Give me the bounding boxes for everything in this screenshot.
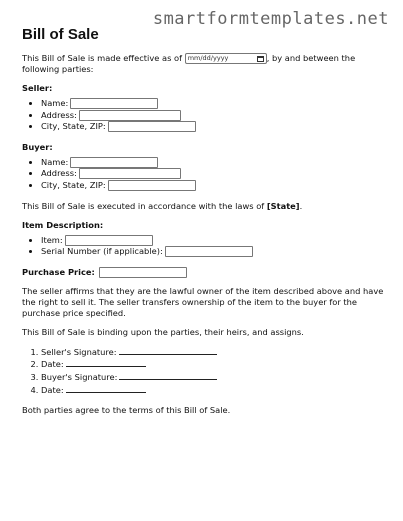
state-placeholder: [State] bbox=[266, 200, 300, 211]
intro-text-after: , by and between the following parties: bbox=[22, 53, 356, 74]
intro-paragraph bbox=[22, 53, 384, 75]
buyer-signature-label: Buyer's Signature: bbox=[41, 371, 118, 382]
affirmation-paragraph: The seller affirms that they are the lawful owner of the item described above and have the right to sell it. The seller transfers ownership of the item to the buyer for the purchase price specified. bbox=[22, 285, 384, 318]
buyer-name-field[interactable] bbox=[70, 157, 158, 168]
buyer-signature-row bbox=[41, 371, 384, 384]
buyer-city-label: City, State, ZIP: bbox=[41, 179, 106, 190]
purchase-price-heading: Purchase Price: bbox=[22, 266, 95, 277]
buyer-city-field[interactable] bbox=[108, 180, 196, 191]
buyer-address-label: Address: bbox=[41, 168, 77, 179]
effective-date-input[interactable] bbox=[185, 53, 267, 64]
seller-fields bbox=[22, 98, 384, 133]
serial-number-field[interactable] bbox=[165, 246, 253, 257]
buyer-date-label: Date: bbox=[41, 384, 64, 395]
buyer-date-line[interactable] bbox=[66, 384, 146, 393]
serial-number-label: Serial Number (if applicable): bbox=[41, 246, 163, 257]
item-field[interactable] bbox=[65, 235, 153, 246]
seller-date-row bbox=[41, 358, 384, 371]
seller-heading: Seller: bbox=[22, 83, 53, 93]
buyer-fields bbox=[22, 157, 384, 192]
item-description-heading: Item Description: bbox=[22, 219, 104, 230]
seller-address-row bbox=[41, 110, 384, 122]
serial-number-row bbox=[41, 246, 384, 258]
seller-name-field[interactable] bbox=[70, 98, 158, 109]
date-placeholder: mm/dd/yyyy bbox=[187, 54, 229, 62]
seller-name-label: Name: bbox=[41, 98, 69, 108]
site-watermark: smartformtemplates.net bbox=[152, 9, 389, 29]
seller-city-label: City, State, ZIP: bbox=[41, 121, 106, 132]
law-period: . bbox=[299, 200, 303, 211]
seller-signature-label: Seller's Signature: bbox=[41, 346, 117, 357]
seller-city-field[interactable] bbox=[108, 121, 196, 132]
buyer-date-row bbox=[41, 384, 384, 397]
signature-list bbox=[22, 346, 384, 396]
binding-paragraph: This Bill of Sale is binding upon the parties, their heirs, and assigns. bbox=[22, 326, 304, 337]
seller-signature-line[interactable] bbox=[119, 346, 217, 355]
seller-date-label: Date: bbox=[41, 359, 64, 370]
item-row bbox=[41, 235, 384, 247]
intro-text: This Bill of Sale is made effective as of bbox=[22, 53, 183, 63]
buyer-city-row bbox=[41, 180, 384, 192]
purchase-price-row bbox=[22, 267, 384, 278]
buyer-heading: Buyer: bbox=[22, 141, 53, 152]
seller-address-label: Address: bbox=[41, 109, 77, 120]
closing-paragraph: Both parties agree to the terms of this Bill of Sale. bbox=[22, 405, 231, 416]
seller-city-row bbox=[41, 121, 384, 133]
page-title: Bill of Sale bbox=[22, 26, 99, 43]
buyer-name-label: Name: bbox=[41, 156, 69, 167]
seller-signature-row bbox=[41, 346, 384, 359]
buyer-name-row bbox=[41, 157, 384, 169]
seller-name-row bbox=[41, 98, 384, 110]
seller-address-field[interactable] bbox=[79, 110, 181, 121]
bill-of-sale-document bbox=[22, 26, 384, 424]
calendar-icon[interactable] bbox=[257, 56, 264, 62]
item-label: Item: bbox=[41, 234, 63, 245]
buyer-address-field[interactable] bbox=[79, 168, 181, 179]
item-fields bbox=[22, 235, 384, 258]
governing-law-paragraph bbox=[22, 201, 384, 212]
seller-date-line[interactable] bbox=[66, 358, 146, 367]
purchase-price-field[interactable] bbox=[99, 267, 187, 278]
buyer-address-row bbox=[41, 168, 384, 180]
buyer-signature-line[interactable] bbox=[119, 371, 217, 380]
law-text: This Bill of Sale is executed in accordance with the laws of bbox=[22, 200, 265, 211]
